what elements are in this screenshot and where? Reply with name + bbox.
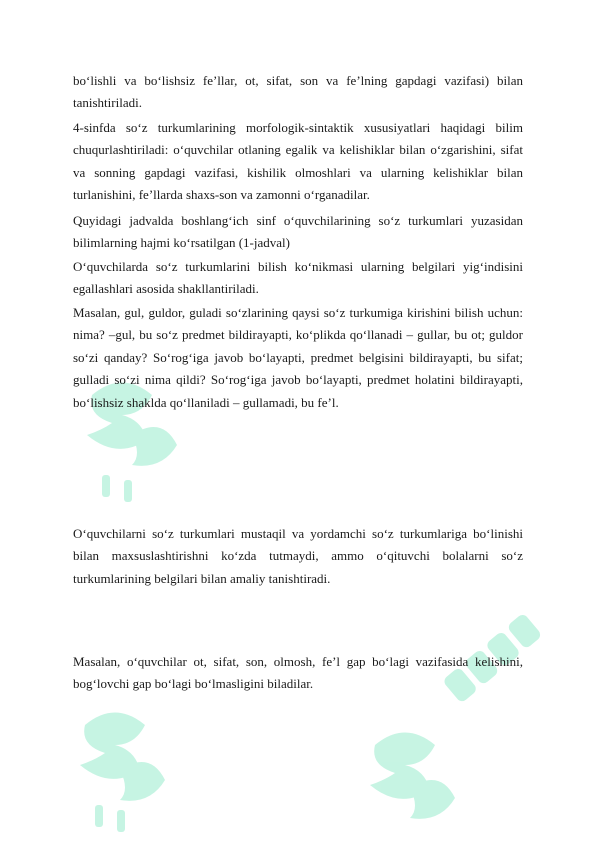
watermark-logo-right-bottom — [360, 720, 470, 840]
paragraph-7: Masalan, o‘quvchilar ot, sifat, son, olmosh, fe’l gap bo‘lagi vazifasida kelishini, bog‘lovchi gap bo‘lagi bo‘lmasligini biladilar. — [73, 654, 523, 692]
paragraph-6: O‘quvchilarni so‘z turkumlari mustaqil va yordamchi so‘z turkumlariga bo‘linishi bilan maxsuslashtirishni ko‘zda tutmaydi, ammo o‘qituvchi bolalarni so‘z turkumlarining belgilari bilan amaliy tanishtiradi. — [73, 526, 523, 586]
paragraph-2: 4-sinfda so‘z turkumlarining morfologik-sintaktik xususiyatlari haqidagi bilim chuqurlashtiriladi: o‘quvchilar otlaning egalik va kelishiklar bilan o‘zgarishini, sifat va sonning gapdagi vazifasi, kishilik olmoshlari va ularning kelishiklar bilan turlanishini, fe’llarda shaxs-son va zamonni o‘rganadilar. — [73, 120, 523, 203]
paragraph-1: bo‘lishli va bo‘lishsiz fe’llar, ot, sifat, son va fe’lning gapdagi vazifasi) bilan tanishtiriladi. — [73, 73, 523, 111]
paragraph-3: Quyidagi jadvalda boshlang‘ich sinf o‘quvchilarining so‘z turkumlari yuzasidan bilimlarning hajmi ko‘rsatilgan (1-jadval) — [73, 213, 523, 251]
paragraph-5: Masalan, gul, guldor, guladi so‘zlarining qaysi so‘z turkumiga kirishini bilish uchun: nima? –gul, bu so‘z predmet bildirayapti, ko‘plikda qo‘llanadi – gullar, bu ot; guldor so‘zi qanday? So‘rog‘iga javob bo‘layapti, predmet belgisini bildirayapti, bu sifat; gulladi so‘zi nima qildi? So‘rog‘iga javob bo‘layapti, predmet holatini bildirayapti, bo‘lishsiz shaklda qo‘llaniladi – gullamadi, bu fe’l. — [73, 305, 523, 410]
watermark-logo-left-bottom — [60, 700, 190, 840]
paragraph-4: O‘quvchilarda so‘z turkumlarini bilish ko‘nikmasi ularning belgilari yig‘indisini egallashlari asosida shakllantiriladi. — [73, 259, 523, 297]
